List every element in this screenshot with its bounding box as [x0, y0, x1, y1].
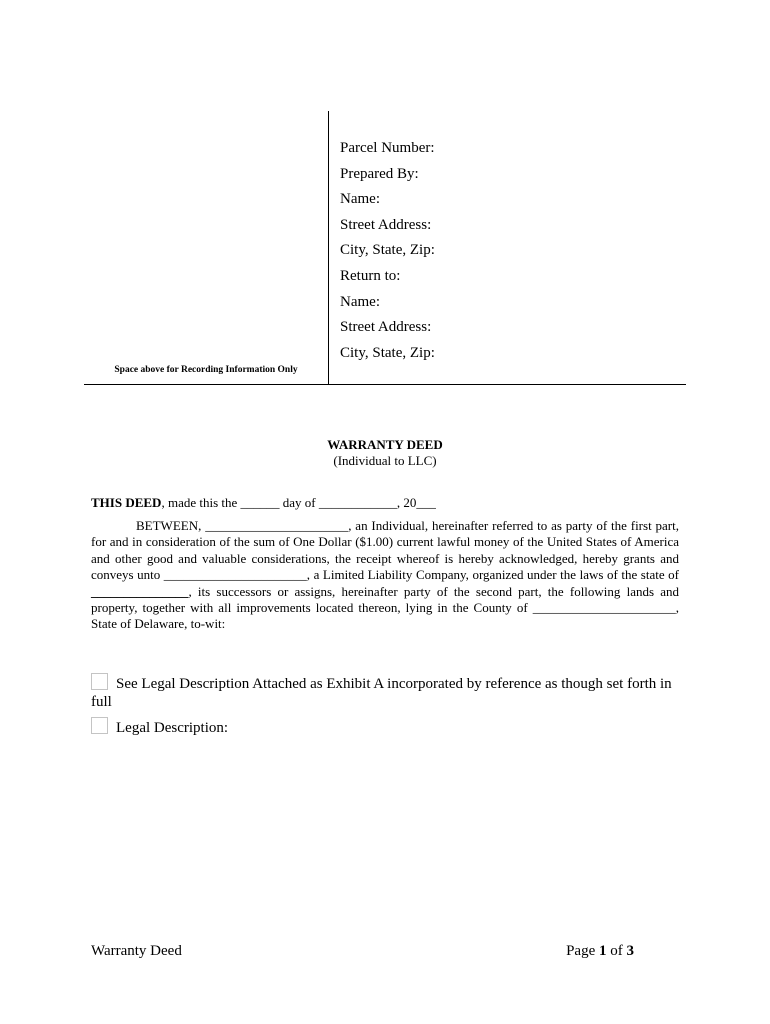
recording-space-note: Space above for Recording Information Only — [114, 365, 298, 375]
deed-body-part1: BETWEEN, ______________________, an Individual, hereinafter referred to as party of the first part, for and in consideration of the sum of One Dollar ($1.00) current lawful money of the United States of America and other good and valuable considerations, the receipt whereof is hereby acknowledged, hereby grants and conveys unto ______________________, a Limited Liability Company, organized under the laws of the state of — [91, 518, 679, 583]
recording-divider-horizontal — [84, 384, 686, 385]
return-street-label: Street Address: — [340, 319, 432, 336]
legal-exhibit-option — [91, 673, 679, 711]
prepared-by-label: Prepared By: — [340, 165, 419, 182]
state-blank: _______________ — [91, 583, 189, 599]
return-name-label: Name: — [340, 293, 380, 310]
page-prefix: Page — [566, 943, 599, 959]
recording-divider-vertical — [328, 111, 329, 385]
return-city-label: City, State, Zip: — [340, 344, 435, 361]
legal-description-option — [91, 717, 679, 737]
exhibit-a-checkbox[interactable] — [91, 673, 108, 690]
deed-date-text: , made this the ______ day of ____________, 20___ — [161, 495, 436, 510]
return-to-label: Return to: — [340, 267, 401, 284]
preparer-name-label: Name: — [340, 191, 380, 208]
deed-date-line — [91, 495, 436, 511]
legal-description-label: Legal Description: — [116, 720, 229, 736]
deed-body-part2: , its successors or assigns, hereinafter party of the second part, the following lands and property, together with all improvements located thereon, lying in the County of ______________________, State of Delaware, to-wit: — [91, 583, 679, 632]
preparer-city-label: City, State, Zip: — [340, 242, 435, 259]
deed-body-paragraph — [91, 518, 679, 633]
preparer-street-label: Street Address: — [340, 216, 432, 233]
deed-title-main: WARRANTY DEED — [327, 437, 443, 452]
exhibit-a-label: See Legal Description Attached as Exhibit A incorporated by reference as though set forth in full — [91, 676, 672, 710]
footer-page-number — [566, 943, 634, 960]
parcel-number-label: Parcel Number: — [340, 140, 435, 156]
deed-title-sub: (Individual to LLC) — [333, 453, 437, 468]
legal-description-checkbox[interactable] — [91, 717, 108, 734]
page-of: of — [606, 943, 627, 959]
page-current: 1 — [599, 943, 607, 959]
page-total: 3 — [626, 943, 634, 959]
recording-info-block — [340, 138, 435, 368]
footer-document-title: Warranty Deed — [91, 943, 182, 959]
deed-title — [84, 437, 686, 469]
this-deed-label: THIS DEED — [91, 495, 162, 510]
